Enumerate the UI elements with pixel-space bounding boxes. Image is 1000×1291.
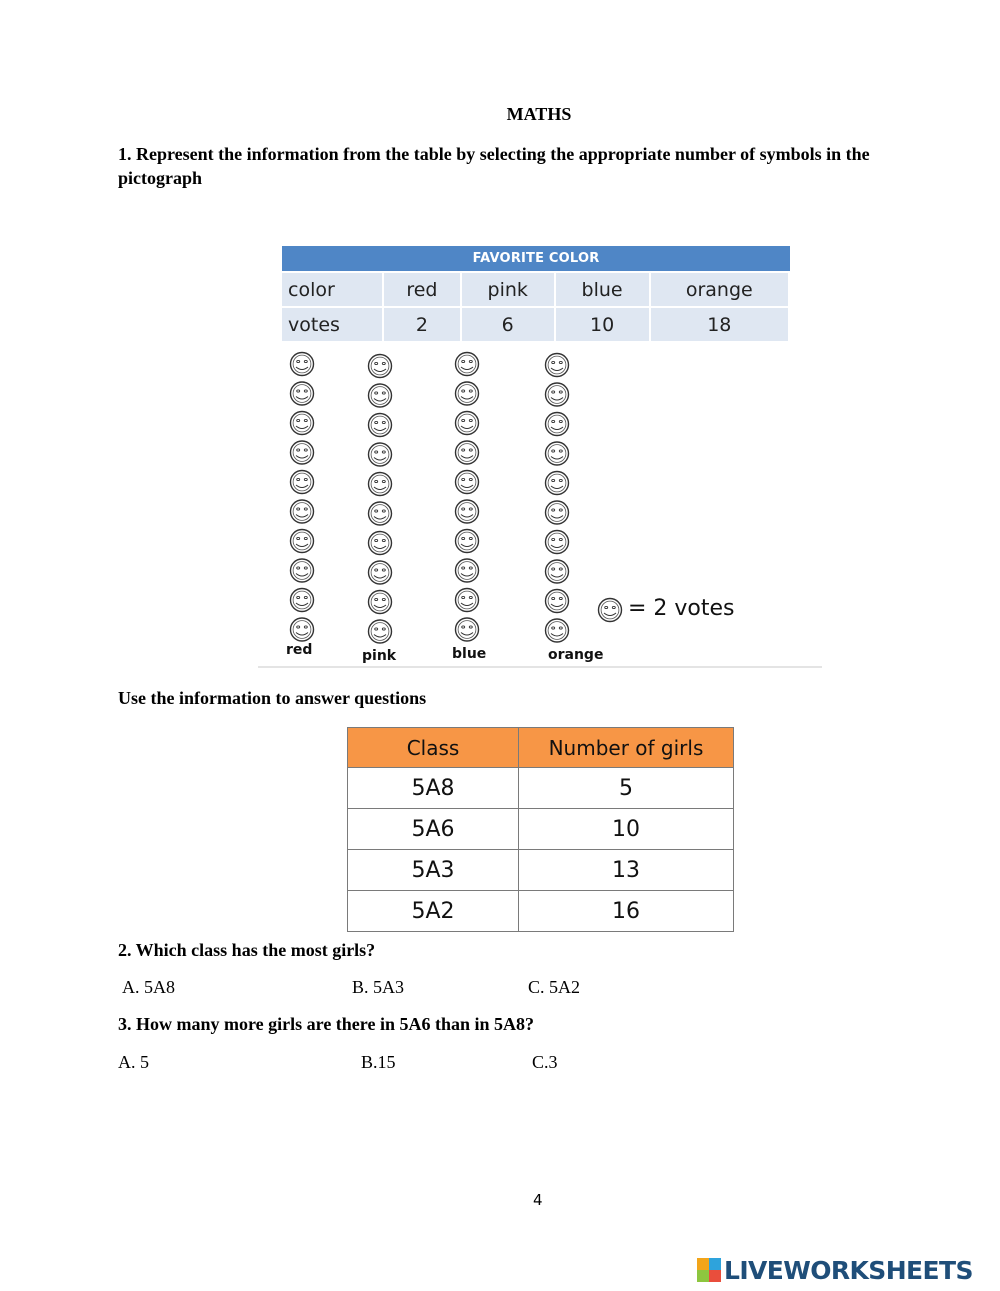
smiley-face-icon	[369, 355, 392, 378]
smiley-face-icon	[599, 599, 622, 622]
smiley-face-icon	[291, 353, 314, 376]
question-2-option-c[interactable]: C. 5A2	[528, 977, 581, 997]
question-2-text: 2. Which class has the most girls?	[118, 940, 376, 960]
smiley-face-icon	[456, 471, 479, 494]
liveworksheets-logo-icon	[697, 1258, 721, 1282]
row-label-votes: votes	[282, 308, 384, 343]
smiley-face-icon	[546, 590, 569, 613]
table-row	[348, 850, 734, 891]
smiley-face-icon	[456, 412, 479, 435]
class-girls-table	[347, 727, 734, 932]
smiley-face-icon	[456, 500, 479, 523]
figure-divider	[258, 666, 822, 668]
smiley-face-icon	[291, 618, 314, 641]
pictograph-label-orange: orange	[548, 647, 604, 663]
smiley-face-icon	[369, 591, 392, 614]
pictograph-label-pink: pink	[362, 648, 397, 664]
page-number: 4	[533, 1191, 543, 1209]
smiley-face-icon	[546, 560, 569, 583]
smiley-face-icon	[546, 442, 569, 465]
smiley-face-icon	[456, 618, 479, 641]
question-3-text: 3. How many more girls are there in 5A6 than in 5A8?	[118, 1014, 534, 1034]
smiley-face-icon	[369, 620, 392, 643]
smiley-face-icon	[291, 441, 314, 464]
question-1-text: 1. Represent the information from the table by selecting the appropriate number of symbols in the pictograph	[118, 144, 870, 188]
smiley-face-icon	[291, 382, 314, 405]
row-label-color: color	[282, 271, 384, 308]
pictograph-label-blue: blue	[452, 646, 487, 662]
liveworksheets-logo	[697, 1253, 973, 1287]
smiley-face-icon	[369, 414, 392, 437]
header-number-of-girls: Number of girls	[519, 728, 734, 768]
color-cell: orange	[651, 271, 790, 308]
class-cell: 5A6	[348, 809, 519, 850]
table-row	[348, 809, 734, 850]
page-title: MATHS	[506, 104, 572, 124]
smiley-face-icon	[291, 500, 314, 523]
question-2-option-a[interactable]: A. 5A8	[122, 977, 175, 997]
smiley-face-icon	[291, 471, 314, 494]
smiley-face-icon	[369, 384, 392, 407]
pictograph	[258, 238, 822, 672]
class-cell: 5A2	[348, 891, 519, 932]
smiley-face-icon	[546, 354, 569, 377]
instruction-text: Use the information to answer questions	[118, 688, 427, 708]
question-3-option-c[interactable]: C.3	[532, 1052, 558, 1072]
smiley-face-icon	[291, 412, 314, 435]
smiley-face-icon	[456, 530, 479, 553]
table-row	[348, 768, 734, 809]
smiley-face-icon	[369, 532, 392, 555]
smiley-face-icon	[546, 531, 569, 554]
pictograph-key-text: = 2 votes	[628, 596, 735, 621]
liveworksheets-logo-text: LIVEWORKSHEETS	[724, 1255, 973, 1285]
smiley-face-icon	[291, 559, 314, 582]
girls-cell: 10	[519, 809, 734, 850]
votes-cell: 10	[556, 308, 651, 343]
smiley-face-icon	[546, 383, 569, 406]
girls-cell: 5	[519, 768, 734, 809]
color-cell: blue	[556, 271, 651, 308]
smiley-face-icon	[456, 559, 479, 582]
smiley-face-icon	[369, 473, 392, 496]
table-row	[348, 891, 734, 932]
class-cell: 5A8	[348, 768, 519, 809]
votes-cell: 18	[651, 308, 790, 343]
smiley-face-icon	[456, 441, 479, 464]
table-header-row	[348, 728, 734, 768]
class-cell: 5A3	[348, 850, 519, 891]
smiley-face-icon	[546, 413, 569, 436]
question-2-option-b[interactable]: B. 5A3	[352, 977, 405, 997]
smiley-face-icon	[546, 619, 569, 642]
smiley-face-icon	[546, 472, 569, 495]
smiley-face-icon	[546, 501, 569, 524]
header-class: Class	[348, 728, 519, 768]
smiley-face-icon	[369, 561, 392, 584]
girls-cell: 16	[519, 891, 734, 932]
color-cell: pink	[462, 271, 556, 308]
smiley-face-icon	[369, 443, 392, 466]
smiley-face-icon	[369, 502, 392, 525]
smiley-face-icon	[456, 589, 479, 612]
smiley-face-icon	[456, 353, 479, 376]
smiley-face-icon	[291, 589, 314, 612]
votes-cell: 2	[384, 308, 462, 343]
girls-cell: 13	[519, 850, 734, 891]
favorite-color-figure	[258, 238, 822, 672]
color-cell: red	[384, 271, 462, 308]
favorite-color-header: FAVORITE COLOR	[282, 246, 790, 271]
votes-cell: 6	[462, 308, 556, 343]
question-3-option-b[interactable]: B.15	[361, 1052, 396, 1072]
question-3-option-a[interactable]: A. 5	[118, 1052, 149, 1072]
pictograph-label-red: red	[286, 642, 313, 658]
smiley-face-icon	[456, 382, 479, 405]
smiley-face-icon	[291, 530, 314, 553]
